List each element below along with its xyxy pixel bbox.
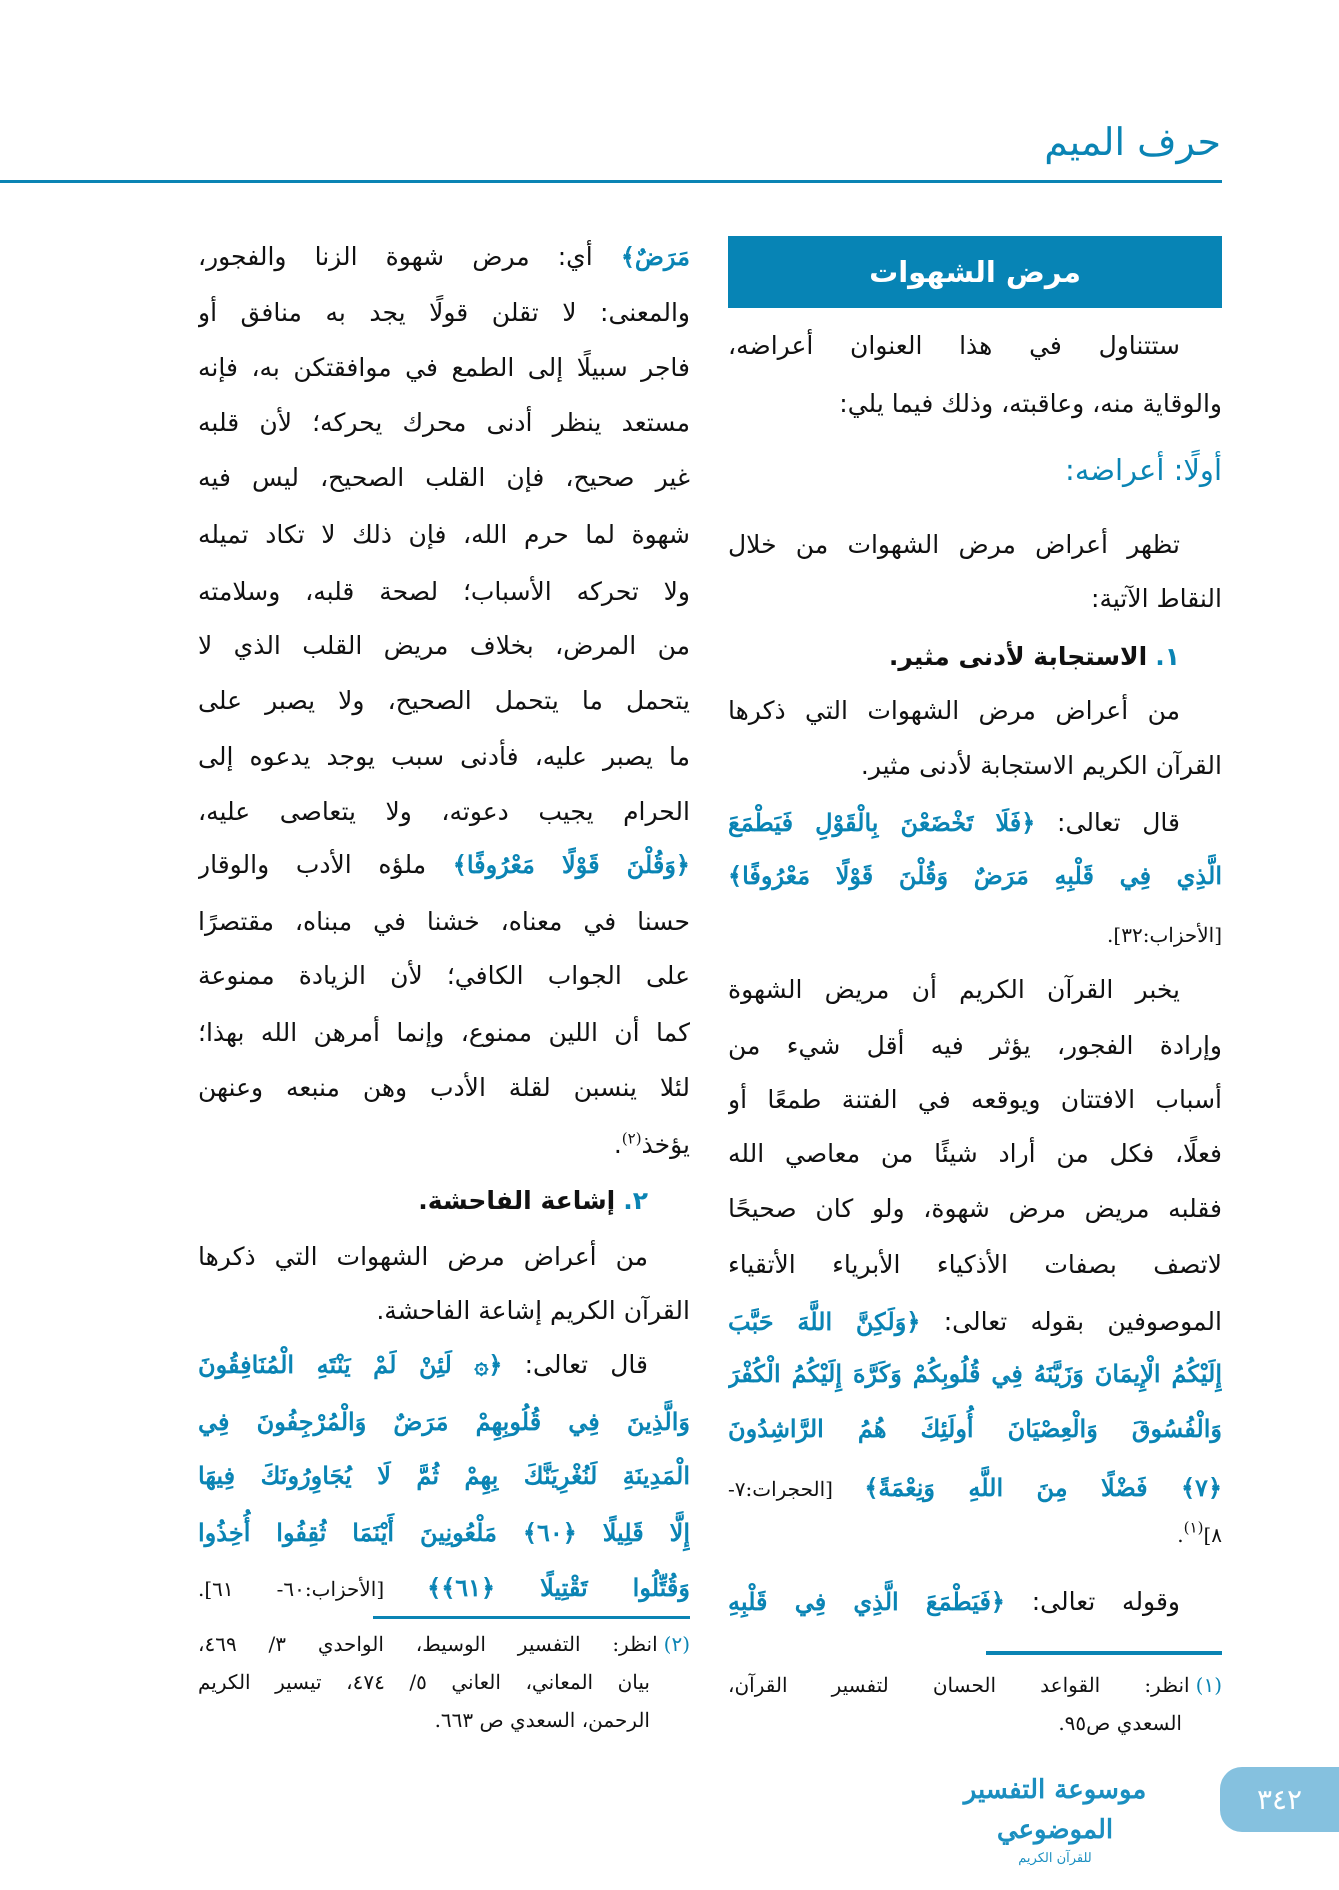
quran-verse-line xyxy=(728,1294,1222,1350)
quran-verse-line xyxy=(198,1337,690,1393)
body-text: أسباب الافتتان ويوقعه في الفتنة طمعًا أو xyxy=(728,1085,1222,1114)
footnote-text: السعدي ص٩٥. xyxy=(1058,1711,1182,1735)
body-text: يؤخذ xyxy=(641,1130,690,1159)
footnote-rule-left xyxy=(373,1616,690,1619)
body-text: القرآن الكريم إشاعة الفاحشة. xyxy=(376,1296,690,1325)
verse-reference: ٨] xyxy=(1203,1523,1222,1547)
quran-verse-line xyxy=(198,837,690,893)
text-line xyxy=(728,318,1222,374)
text-line xyxy=(198,1005,690,1061)
body-text: قال تعالى: xyxy=(502,1350,648,1379)
running-title: حرف الميم xyxy=(1044,120,1221,164)
quran-text: مَرَضٌ﴾ xyxy=(620,242,690,271)
body-text: ملؤه الأدب والوقار xyxy=(198,850,453,879)
text-line xyxy=(728,962,1222,1018)
quran-text: وَالْفُسُوقَ وَالْعِصْيَانَ أُولَئِكَ هُمُ الرَّاشِدُونَ xyxy=(728,1414,1222,1443)
quran-verse-line xyxy=(198,1505,690,1561)
text-line xyxy=(198,340,690,396)
quran-verse-line xyxy=(728,848,1222,904)
list-number: ١. xyxy=(1155,642,1180,671)
text-line xyxy=(728,517,1222,573)
body-text: على الجواب الكافي؛ لأن الزيادة ممنوعة xyxy=(198,961,690,990)
text-line xyxy=(198,1117,690,1173)
quran-verse-line xyxy=(728,1401,1222,1457)
text-line xyxy=(728,376,1222,432)
quran-text: ﴿۞ لَئِنْ لَمْ يَنْتَهِ الْمُنَافِقُونَ xyxy=(198,1350,503,1379)
quran-text: ﴿فَلَا تَخْضَعْنَ بِالْقَوْلِ فَيَطْمَعَ xyxy=(728,808,1036,837)
logo-subtitle: للقرآن الكريم xyxy=(1018,1851,1092,1866)
text-line xyxy=(198,894,690,950)
quran-verse-line xyxy=(728,1346,1222,1402)
quran-text: ﴿وَلَكِنَّ اللَّهَ حَبَّبَ xyxy=(728,1307,921,1336)
text-line xyxy=(728,1237,1222,1293)
body-text: فقلبه مريض مرض شهوة، ولو كان صحيحًا xyxy=(728,1194,1222,1223)
body-text: أي: مرض شهوة الزنا والفجور، xyxy=(198,242,621,271)
body-text: فاجر سبيلًا إلى الطمع في موافقتكن به، فإنه xyxy=(198,353,690,382)
quran-text: ﴿٧﴾ فَضْلًا مِنَ اللَّهِ وَنِعْمَةً﴾ xyxy=(864,1473,1222,1502)
quran-verse-line xyxy=(198,1448,690,1504)
quran-verse-line xyxy=(198,1560,690,1616)
text-line xyxy=(198,729,690,785)
body-text: قال تعالى: xyxy=(1035,808,1181,837)
body-text: من أعراض مرض الشهوات التي ذكرها xyxy=(728,696,1180,725)
quran-text: ﴿فَيَطْمَعَ الَّذِي فِي قَلْبِهِ xyxy=(728,1587,1005,1616)
body-text: غير صحيح، فإن القلب الصحيح، ليس فيه xyxy=(198,463,690,492)
text-line xyxy=(198,784,690,840)
text-line xyxy=(198,285,690,341)
body-text: كما أن اللين ممنوع، وإنما أمرهن الله بهذا؛ xyxy=(198,1018,690,1047)
quran-verse-line xyxy=(728,1574,1222,1630)
body-text: الحرام يجيب دعوته، ولا يتعاصى عليه، xyxy=(198,797,690,826)
footnote-marker[interactable]: (٢) xyxy=(621,1129,642,1148)
text-line xyxy=(728,1018,1222,1074)
body-text: تظهر أعراض مرض الشهوات من خلال xyxy=(728,530,1180,559)
list-item-title: إشاعة الفاحشة. xyxy=(418,1186,616,1215)
text-line xyxy=(728,571,1222,627)
body-text: مستعد ينظر أدنى محرك يحركه؛ لأن قلبه xyxy=(198,408,690,437)
text-line xyxy=(728,1506,1222,1562)
subheading: أولًا: أعراضه: xyxy=(1065,453,1222,487)
body-text: من المرض، بخلاف مريض القلب الذي لا xyxy=(198,631,690,660)
quran-text: إِلَّا قَلِيلًا ﴿٦٠﴾ مَلْعُونِينَ أَيْنَمَا ثُقِفُوا أُخِذُوا xyxy=(198,1518,690,1547)
footnote-text: بيان المعاني، العاني ٥/ ٤٧٤، تيسير الكريم xyxy=(198,1670,650,1694)
text-line xyxy=(728,683,1222,739)
body-text: يتحمل ما يتحمل الصحيح، ولا يصبر على xyxy=(198,686,690,715)
body-text: لاتصف بصفات الأذكياء الأبرياء الأتقياء xyxy=(728,1250,1222,1279)
text-line xyxy=(728,1181,1222,1237)
text-line xyxy=(728,906,1222,962)
verse-reference: [الحجرات:٧- xyxy=(728,1477,865,1501)
footnote-marker[interactable]: (١) xyxy=(1183,1518,1204,1537)
footnote-rule-right xyxy=(986,1651,1222,1655)
verse-reference: [الأحزاب:٦٠- ٦١]. xyxy=(198,1577,428,1601)
quran-text: الْمَدِينَةِ لَنُغْرِيَنَّكَ بِهِمْ ثُمَّ لَا يُجَاوِرُونَكَ فِيهَا xyxy=(198,1461,690,1490)
body-text: وقوله تعالى: xyxy=(1005,1587,1180,1616)
quran-verse-line xyxy=(198,1394,690,1450)
body-text: من أعراض مرض الشهوات التي ذكرها xyxy=(198,1242,648,1271)
body-text: يخبر القرآن الكريم أن مريض الشهوة xyxy=(728,975,1180,1004)
body-text: القرآن الكريم الاستجابة لأدنى مثير. xyxy=(860,751,1222,780)
body-text: النقاط الآتية: xyxy=(1091,584,1222,613)
body-text: شهوة لما حرم الله، فإن ذلك لا تكاد تميله xyxy=(198,520,690,549)
text-line xyxy=(728,629,1222,685)
list-item-title: الاستجابة لأدنى مثير. xyxy=(888,642,1148,671)
body-text: ستتناول في هذا العنوان أعراضه، xyxy=(728,331,1180,360)
text-line xyxy=(198,948,690,1004)
text-line xyxy=(198,1229,690,1285)
page-number: ٣٤٢ xyxy=(1220,1767,1339,1832)
text-line xyxy=(198,673,690,729)
text-line xyxy=(198,618,690,674)
quran-text: إِلَيْكُمُ الْإِيمَانَ وَزَيَّنَهُ فِي قُلُوبِكُمْ وَكَرَّهَ إِلَيْكُمُ الْكُفْرَ xyxy=(728,1359,1222,1388)
text-line xyxy=(198,507,690,563)
text-line xyxy=(728,1126,1222,1182)
quran-text: ﴿وَقُلْنَ قَوْلًا مَعْرُوفًا﴾ xyxy=(452,850,690,879)
footnote-right xyxy=(728,1666,1222,1742)
body-text: لئلا ينسبن لقلة الأدب وهن منبعه وعنهن xyxy=(198,1073,690,1102)
text-line xyxy=(198,1060,690,1116)
quran-verse-line xyxy=(728,795,1222,851)
text-line xyxy=(728,1072,1222,1128)
body-text: الموصوفين بقوله تعالى: xyxy=(920,1307,1222,1336)
section-title: مرض الشهوات xyxy=(728,236,1222,308)
footnote-text: انظر: التفسير الوسيط، الواحدي ٣/ ٤٦٩، xyxy=(198,1632,658,1656)
verse-reference: [الأحزاب:٣٢]. xyxy=(1107,923,1222,947)
text-line xyxy=(198,450,690,506)
logo-title: موسوعة التفسير الموضوعي xyxy=(963,1775,1147,1845)
text-line xyxy=(728,738,1222,794)
text-line xyxy=(728,442,1222,498)
body-text: . xyxy=(613,1130,622,1159)
text-line xyxy=(198,395,690,451)
footnote-text: انظر: القواعد الحسان لتفسير القرآن، xyxy=(728,1673,1190,1697)
text-line xyxy=(198,1173,690,1229)
footnote-number: (٢) xyxy=(663,1632,690,1656)
left-column xyxy=(198,0,690,1700)
body-text: ولا تحركه الأسباب؛ لصحة قلبه، وسلامته xyxy=(198,577,690,606)
quran-text: الَّذِي فِي قَلْبِهِ مَرَضٌ وَقُلْنَ قَوْلًا مَعْرُوفًا﴾ xyxy=(728,861,1222,890)
list-number: ٢. xyxy=(623,1186,648,1215)
body-text: فعلًا، فكل من أراد شيئًا من معاصي الله xyxy=(728,1139,1222,1168)
body-text: حسنا في معناه، خشنا في مبناه، مقتصرًا xyxy=(198,907,690,936)
quran-verse-line xyxy=(198,229,690,285)
text-line xyxy=(198,1283,690,1339)
body-text: وإرادة الفجور، يؤثر فيه أقل شيء من xyxy=(728,1031,1222,1060)
body-text: والوقاية منه، وعاقبته، وذلك فيما يلي: xyxy=(839,389,1222,418)
body-text: والمعنى: لا تقلن قولًا يجد به منافق أو xyxy=(198,298,690,327)
verse-reference: . xyxy=(1177,1523,1184,1547)
body-text: ما يصبر عليه، فأدنى سبب يوجد يدعوه إلى xyxy=(198,742,690,771)
footnote-number: (١) xyxy=(1195,1673,1222,1697)
quran-text: وَقُتِّلُوا تَقْتِيلًا ﴿٦١﴾﴾ xyxy=(427,1573,690,1602)
quran-text: وَالَّذِينَ فِي قُلُوبِهِمْ مَرَضٌ وَالْمُرْجِفُونَ فِي xyxy=(198,1407,690,1436)
text-line xyxy=(198,564,690,620)
footnote-text: الرحمن، السعدي ص ٦٦٣. xyxy=(434,1708,650,1732)
encyclopedia-logo xyxy=(930,1770,1180,1866)
footnote-left xyxy=(198,1625,690,1739)
right-column xyxy=(728,0,1222,1700)
